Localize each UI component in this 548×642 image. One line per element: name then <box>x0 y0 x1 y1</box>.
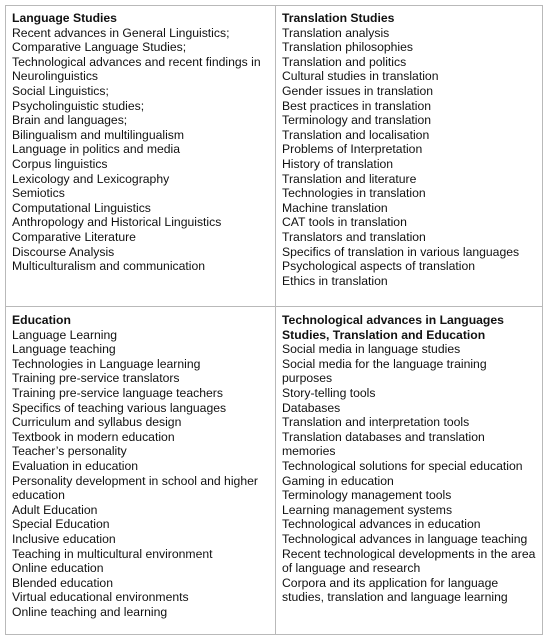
topic-item: Social Linguistics; <box>12 83 109 98</box>
topic-item: Story-telling tools <box>282 385 376 400</box>
topic-item: Databases <box>282 400 341 415</box>
topic-item: Computational Linguistics <box>12 200 151 215</box>
topic-item: Brain and languages; <box>12 113 128 128</box>
translation-studies-cell <box>276 6 542 307</box>
topic-item: Technological advances and recent findings in Neurolinguistics <box>12 54 261 84</box>
topic-item: Corpus linguistics <box>12 156 108 171</box>
topic-item: Comparative Language Studies; <box>12 40 187 55</box>
topic-item: Translation databases and translation memories <box>282 429 485 459</box>
topic-item: Semiotics <box>12 186 65 201</box>
section-heading: Language Studies <box>12 11 117 25</box>
topic-item: Problems of Interpretation <box>282 142 423 157</box>
topic-item: Teaching in multicultural environment <box>12 546 213 561</box>
topic-item: Technologies in translation <box>282 186 426 201</box>
topic-item: Translators and translation <box>282 229 426 244</box>
topic-item: CAT tools in translation <box>282 215 407 230</box>
topic-item: Inclusive education <box>12 531 116 546</box>
topic-item: Personality development in school and higher education <box>12 473 258 503</box>
topic-item: Lexicology and Lexicography <box>12 171 170 186</box>
topic-item: Online education <box>12 561 104 576</box>
topic-item: Technological advances in education <box>282 517 481 532</box>
topic-item: Ethics in translation <box>282 273 388 288</box>
topic-item: Discourse Analysis <box>12 244 115 259</box>
topic-item: Training pre-service translators <box>12 371 180 386</box>
topic-item: Specifics of translation in various languages <box>282 244 520 259</box>
education-cell <box>6 307 276 634</box>
topic-item: Gender issues in translation <box>282 83 434 98</box>
topic-item: Social media for the language training purposes <box>282 356 487 386</box>
topic-item: Translation and politics <box>282 54 407 69</box>
topic-list <box>282 342 536 605</box>
topic-item: Machine translation <box>282 200 388 215</box>
topic-item: Language Learning <box>12 327 118 342</box>
topic-item: Learning management systems <box>282 502 453 517</box>
section-heading: Education <box>12 313 71 327</box>
topic-item: Recent advances in General Linguistics; <box>12 25 230 40</box>
topic-item: Technological advances in language teaching <box>282 531 528 546</box>
topic-item: Specifics of teaching various languages <box>12 400 227 415</box>
topic-item: Social media in language studies <box>282 342 461 357</box>
topic-item: Curriculum and syllabus design <box>12 415 182 430</box>
topic-item: Blended education <box>12 575 113 590</box>
topic-list <box>12 328 269 620</box>
section-heading: Technological advances in Languages Studies, Translation and Education <box>282 313 504 342</box>
topic-item: Anthropology and Historical Linguistics <box>12 215 222 230</box>
topic-item: Adult Education <box>12 502 98 517</box>
topic-item: Best practices in translation <box>282 98 432 113</box>
language-studies-cell <box>6 6 276 307</box>
topic-item: Special Education <box>12 517 110 532</box>
topics-table <box>5 5 543 635</box>
topic-item: Terminology management tools <box>282 488 452 503</box>
topic-item: Cultural studies in translation <box>282 69 439 84</box>
topic-item: Online teaching and learning <box>12 604 168 619</box>
technological-advances-cell <box>276 307 542 634</box>
topic-item: Translation and localisation <box>282 127 430 142</box>
topic-item: Corpora and its application for language studies, translation and language learning <box>282 575 508 605</box>
topic-item: Comparative Literature <box>12 229 136 244</box>
topic-item: Technological solutions for special education <box>282 458 523 473</box>
topic-list <box>282 26 536 289</box>
topic-list <box>12 26 269 274</box>
topic-item: Translation analysis <box>282 25 390 40</box>
topic-item: Language in politics and media <box>12 142 181 157</box>
topic-item: Evaluation in education <box>12 458 139 473</box>
topic-item: Textbook in modern education <box>12 429 175 444</box>
topic-item: Translation philosophies <box>282 40 413 55</box>
topic-item: Teacher’s personality <box>12 444 127 459</box>
topic-item: Psycholinguistic studies; <box>12 98 145 113</box>
topic-item: Bilingualism and multilingualism <box>12 127 185 142</box>
topic-item: Multiculturalism and communication <box>12 259 206 274</box>
topic-item: History of translation <box>282 156 394 171</box>
topic-item: Psychological aspects of translation <box>282 259 476 274</box>
topic-item: Technologies in Language learning <box>12 356 201 371</box>
topic-item: Recent technological developments in the area of language and research <box>282 546 536 576</box>
section-heading: Translation Studies <box>282 11 395 25</box>
topic-item: Translation and interpretation tools <box>282 415 470 430</box>
topic-item: Training pre-service language teachers <box>12 385 223 400</box>
topic-item: Terminology and translation <box>282 113 432 128</box>
topic-item: Language teaching <box>12 342 116 357</box>
topic-item: Gaming in education <box>282 473 394 488</box>
topic-item: Virtual educational environments <box>12 590 189 605</box>
topic-item: Translation and literature <box>282 171 417 186</box>
